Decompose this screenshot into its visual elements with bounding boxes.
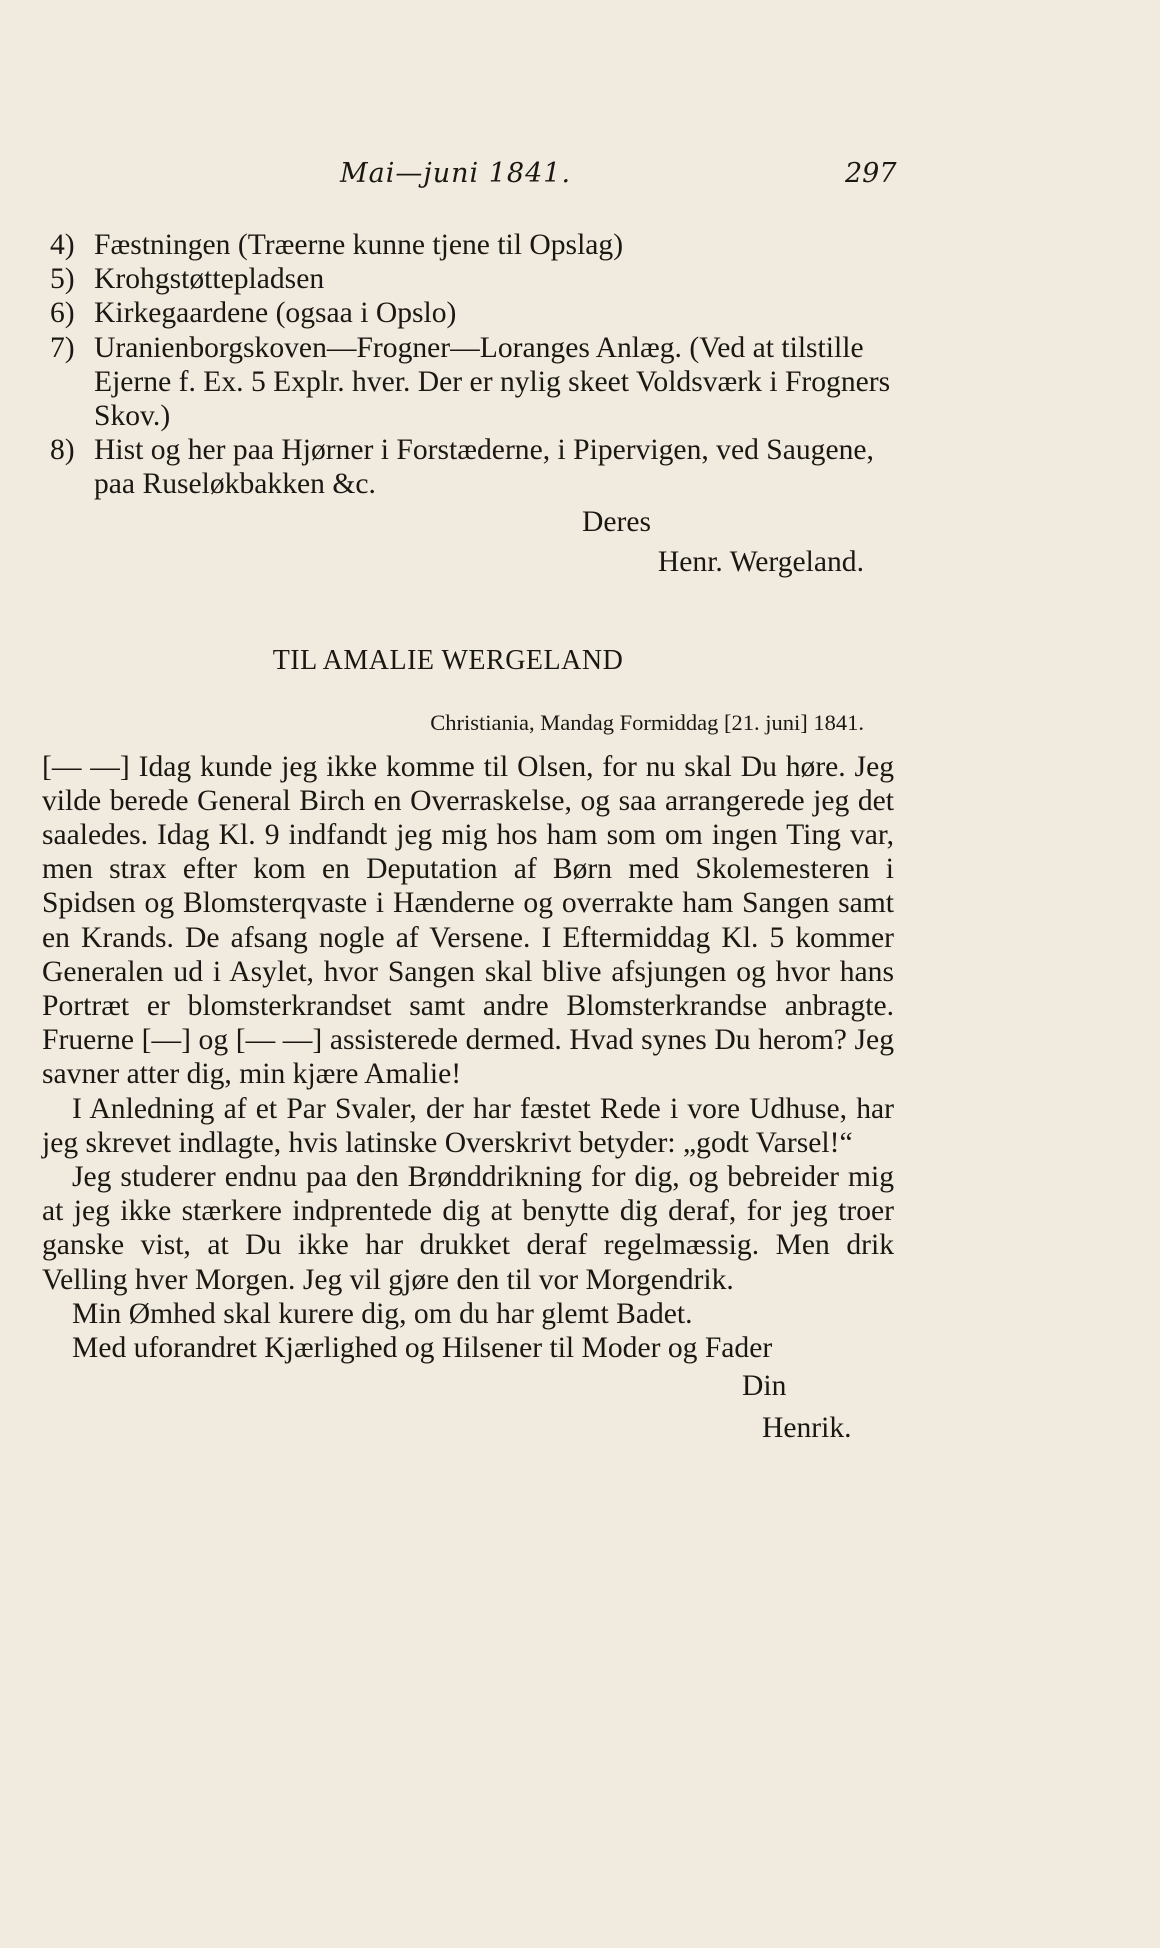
paragraph: Med uforandret Kjærlighed og Hilsener til Moder og Fader — [72, 1332, 773, 1365]
signature: Henr. Wergeland. — [657, 545, 864, 578]
list-item-text: Uranienborgskoven—Frogner—Loranges Anlæg. (Ved at tilstille Ejerne f. Ex. 5 Explr. hver. Der er nylig skeet Voldsværk i Frogners Skov.) — [94, 331, 891, 433]
closing-salutation: Deres — [582, 505, 652, 538]
list-item-text: Kirkegaardene (ogsaa i Opslo) — [94, 297, 457, 330]
paragraph: Jeg studerer endnu paa den Brønddrikning for dig, og bebreider mig at jeg ikke stærkere indprentede dig at benytte dig deraf, for jeg troer ganske vist, at Du ikke har drukket deraf regelmæssig. Men drik Velling hver Morgen. Jeg vil gjøre den til vor Morgendrik. — [42, 1161, 894, 1296]
list-item-text: Hist og her paa Hjørner i Forstæderne, i Pipervigen, ved Saugene, paa Ruseløkbakken &c. — [94, 434, 874, 501]
place-date: Christiania, Mandag Formiddag [21. juni] 1841. — [430, 709, 864, 735]
list-item — [50, 433, 894, 501]
page-content — [42, 228, 894, 1449]
signature: Henrik. — [762, 1412, 852, 1445]
list-item — [50, 228, 894, 262]
list-item-number: 6) — [50, 297, 75, 330]
list-item-number: 8) — [50, 434, 75, 467]
page-header — [0, 158, 1160, 198]
page-number: 297 — [845, 158, 897, 189]
list-item-number: 4) — [50, 229, 75, 261]
closing-salutation: Din — [742, 1370, 787, 1403]
paragraph: [— —] Idag kunde jeg ikke komme til Olsen, for nu skal Du høre. Jeg vilde berede General Birch en Overraskelse, og saa arrangerede jeg det saaledes. Idag Kl. 9 indfandt jeg mig hos ham som om ingen Ting var, men strax efter kom en Deputation af Børn med Skolemesteren i Spidsen og Blomsterqvaste i Hænderne og overrakte ham Sangen samt en Krands. De afsang nogle af Versene. I Eftermiddag Kl. 5 kommer Generalen ud i Asylet, hvor Sangen skal blive afsjungen og hvor hans Portræt er blomsterkrandset samt andre Blomsterkrandse anbragte. Fruerne [—] og [— —] assisterede dermed. Hvad synes Du herom? Jeg savner atter dig, min kjære Amalie! — [42, 750, 894, 1091]
list-item — [50, 296, 894, 330]
paragraph: I Anledning af et Par Svaler, der har fæstet Rede i vore Udhuse, har jeg skrevet indlagte, hvis latinske Overskrivt betyder: „godt Varsel!“ — [42, 1092, 894, 1159]
list-item — [50, 262, 894, 296]
list-item — [50, 331, 894, 434]
paragraph: Min Ømhed skal kurere dig, om du har glemt Badet. — [72, 1297, 693, 1330]
list-item-text: Krohgstøttepladsen — [94, 263, 325, 296]
letter-body — [42, 750, 894, 1450]
list-item-text: Fæstningen (Træerne kunne tjene til Opslag) — [94, 229, 624, 261]
section-title: TIL AMALIE WERGELAND — [272, 644, 624, 676]
list-item-number: 5) — [50, 263, 75, 296]
list-item-number: 7) — [50, 331, 75, 364]
running-title: Mai—juni 1841. — [340, 158, 572, 189]
numbered-list — [50, 228, 894, 502]
